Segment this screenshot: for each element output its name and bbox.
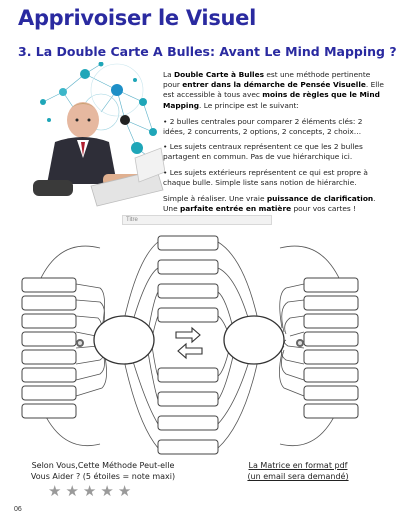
star-rating[interactable] (48, 484, 131, 499)
rating-question: Selon Vous,Cette Méthode Peut-elle Vous Aider ? (5 étoiles = note maxi) (30, 461, 176, 481)
title-field[interactable]: Titre (122, 215, 272, 225)
star-icon-1[interactable]: ★ (48, 483, 62, 500)
center-column-boxes (158, 236, 218, 454)
bullet-1: • 2 bulles centrales pour comparer 2 éléments clés: 2 idées, 2 concurrents, 2 options, 2 concepts, 2 choix… (163, 116, 363, 137)
right-column-boxes (304, 278, 358, 418)
star-icon-3[interactable]: ★ (82, 483, 97, 500)
star-icon-5[interactable]: ★ (117, 483, 132, 500)
left-column-boxes (22, 278, 76, 418)
left-network-icon (76, 339, 84, 347)
pdf-download-link[interactable]: La Matrice en format pdf (un email sera demandé) (247, 461, 349, 481)
star-icon-4[interactable]: ★ (100, 483, 114, 500)
right-central-bubble (224, 316, 284, 364)
right-network-icon (296, 339, 304, 347)
star-icon-2[interactable]: ★ (65, 483, 79, 500)
intro-paragraph: La Double Carte à Bulles est une méthode pertinente pour entrer dans la démarche de Pensée Visuelle. Elle est accessible à tous avec moins de règles que le Mind Mapping. Le principe est le suivant: (163, 70, 384, 110)
compare-arrows-icon (176, 328, 202, 358)
intro-text (163, 70, 385, 219)
baby-network-illustration (25, 62, 165, 210)
double-bubble-map (0, 228, 400, 460)
closing-paragraph: Simple à réaliser. Une vraie puissance de clarification. Une parfaite entrée en matière pour vos cartes ! (163, 194, 376, 214)
section-heading: 3. La Double Carte A Bulles: Avant Le Mind Mapping ? (18, 44, 397, 59)
page-title: Apprivoiser le Visuel (18, 6, 257, 30)
page-number: 06 (14, 506, 22, 513)
left-central-bubble (94, 316, 154, 364)
bullet-3: • Les sujets extérieurs représentent ce qui est propre à chaque bulle. Simple liste sans notion de hiérarchie. (163, 167, 368, 187)
bullet-2: • Les sujets centraux représentent ce que les 2 bulles partagent en commun. Pas de vue hiérarchique ici. (163, 142, 363, 162)
